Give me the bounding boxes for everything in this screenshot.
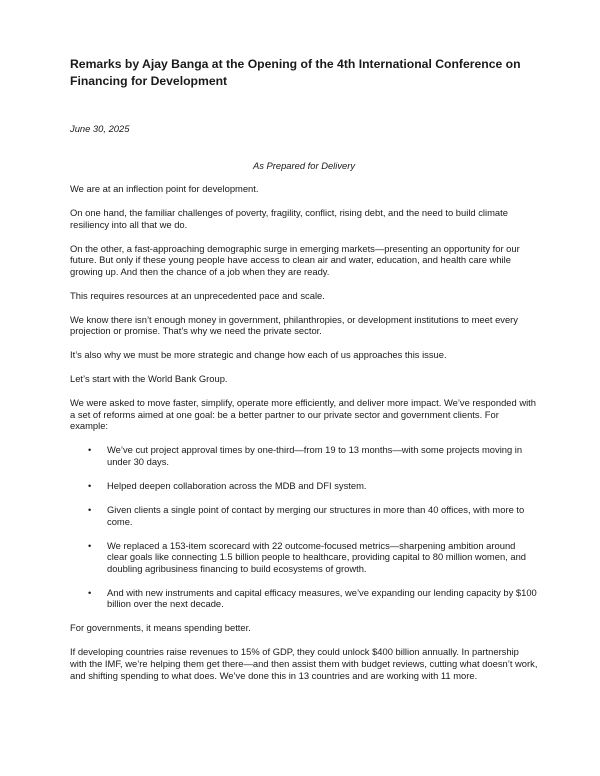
bullet-icon: • bbox=[88, 444, 92, 456]
list-item bbox=[70, 444, 538, 467]
bullet-icon: • bbox=[88, 539, 92, 551]
bullet-icon: • bbox=[88, 504, 92, 515]
paragraph: We were asked to move faster, simplify, operate more efficiently, and deliver more impact. We’ve responded with a set of reforms aimed at one goal: be a better partner to our private sector and government clients. For example: bbox=[70, 397, 537, 432]
paragraph: It’s also why we must be more strategic and change how each of us approaches this issue. bbox=[70, 349, 447, 361]
list-item-text: And with new instruments and capital efficacy measures, we’ve expanding our lending capacity by $100 billion over the next decade. bbox=[107, 586, 537, 610]
list-item-text: Given clients a single point of contact by merging our structures in more than 40 offices, with more to come. bbox=[107, 504, 525, 527]
paragraph: Let’s start with the World Bank Group. bbox=[70, 373, 228, 385]
paragraphs-before bbox=[70, 183, 538, 432]
paragraph: If developing countries raise revenues to 15% of GDP, they could unlock $400 billion annually. In partnership with the IMF, we’re helping them get there—and then assist them with budget reviews, cutting what doesn’t work, and shifting spending to what does. We’ve done this in 13 countries and are working with 11 more. bbox=[70, 646, 538, 681]
list-item bbox=[70, 587, 538, 610]
document-page bbox=[70, 56, 538, 681]
list-item-text: We’ve cut project approval times by one-third—from 19 to 13 months—with some projects moving in under 30 days. bbox=[107, 444, 523, 468]
paragraph: We are at an inflection point for development. bbox=[70, 183, 259, 194]
list-item bbox=[70, 540, 538, 575]
reform-bullet-list bbox=[70, 444, 538, 610]
list-item bbox=[70, 480, 538, 492]
paragraph: On one hand, the familiar challenges of poverty, fragility, conflict, rising debt, and the need to build climate resiliency into all that we do. bbox=[70, 206, 508, 230]
document-body bbox=[70, 183, 538, 693]
paragraphs-after bbox=[70, 622, 538, 681]
paragraph: This requires resources at an unprecedented pace and scale. bbox=[70, 289, 325, 301]
bullet-icon: • bbox=[88, 480, 92, 492]
paragraph: For governments, it means spending better. bbox=[70, 622, 251, 634]
prepared-for-delivery-note: As Prepared for Delivery bbox=[252, 160, 356, 171]
bullet-icon: • bbox=[88, 586, 92, 598]
document-date: June 30, 2025 bbox=[70, 123, 130, 134]
paragraph: We know there isn’t enough money in government, philanthropies, or development institutions to meet every projection or promise. That’s why we need the private sector. bbox=[70, 313, 518, 337]
paragraph: On the other, a fast-approaching demographic surge in emerging markets—presenting an opportunity for our future. But only if these young people have access to clean air and water, education, and health care while growing up. And then the chance of a job when they are ready. bbox=[70, 242, 520, 277]
list-item bbox=[70, 504, 538, 527]
list-item-text: Helped deepen collaboration across the MDB and DFI system. bbox=[107, 480, 367, 492]
document-title: Remarks by Ajay Banga at the Opening of the 4th International Conference on Financing for Development bbox=[70, 57, 521, 88]
list-item-text: We replaced a 153-item scorecard with 22 outcome-focused metrics—sharpening ambition around clear goals like connecting 1.5 billion people to healthcare, providing capital to 80 million women, and doubling agribusiness financing to build ecosystems of growth. bbox=[107, 539, 527, 574]
